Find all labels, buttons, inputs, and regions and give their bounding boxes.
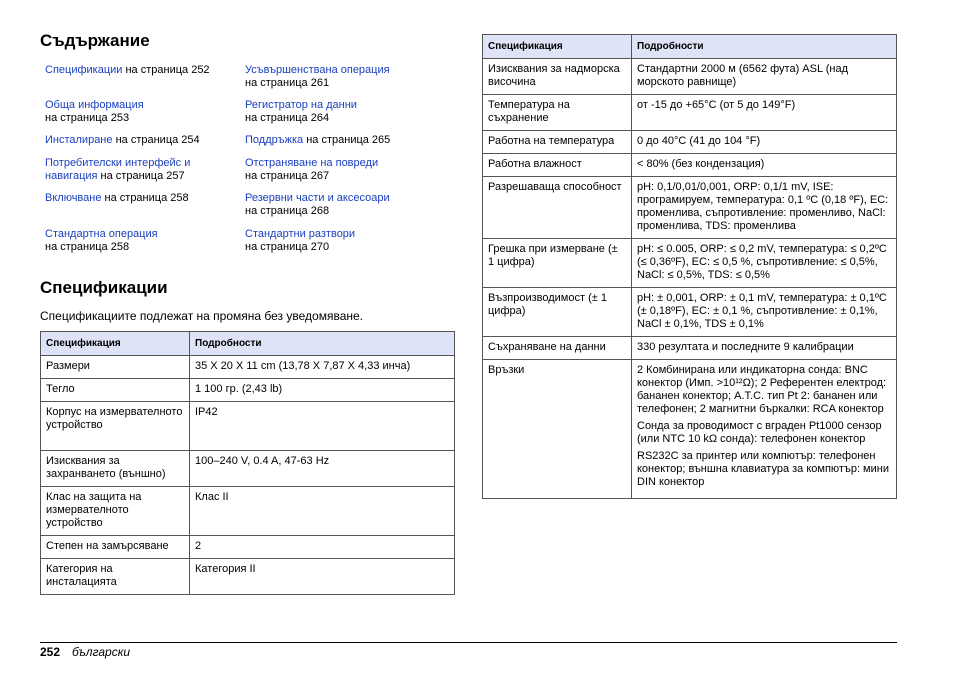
toc-entry (245, 134, 445, 147)
toc-link[interactable]: Регистратор на данни (245, 99, 357, 111)
specs-table-left (40, 331, 455, 595)
toc-link[interactable]: Инсталиране (45, 134, 113, 146)
table-row (41, 451, 455, 487)
details-paragraph: pH: 0,1/0,01/0,001, ORP: 0,1/1 mV, ISE: програмируем, температура: 0,1 ºC (0,18 ºF), EC: променлива, съпротивление: променливо, NaCl: променлива, TDS: променлива (637, 181, 889, 232)
table-row (483, 154, 897, 177)
toc-page-ref: на страница 268 (245, 205, 330, 217)
toc-entry (245, 64, 445, 90)
details-cell (632, 154, 897, 177)
details-paragraph: Сонда за проводимост с вграден Pt1000 сензор (или NTC 10 kΩ сонда): телефонен конектор (637, 420, 882, 445)
details-cell (190, 402, 455, 451)
details-cell (190, 379, 455, 402)
details-cell (190, 356, 455, 379)
toc-entry (45, 228, 245, 254)
details-cell (190, 536, 455, 559)
details-cell (190, 559, 455, 595)
toc-entry (245, 192, 445, 218)
spec-cell: Размери (41, 356, 190, 379)
spec-cell: Съхраняване на данни (483, 337, 632, 360)
table-row (483, 177, 897, 239)
spec-cell: Категория на инсталацията (41, 559, 190, 595)
spec-cell: Тегло (41, 379, 190, 402)
toc-link[interactable]: Усъвършенствана операция (245, 64, 390, 76)
toc-title: Съдържание (40, 31, 150, 50)
specs-intro: Спецификациите подлежат на промяна без уведомяване. (40, 309, 364, 323)
toc-link[interactable]: Отстраняване на повреди (245, 157, 379, 169)
spec-cell: Възпроизводимост (± 1 цифра) (483, 288, 632, 337)
page-footer (40, 642, 897, 659)
details-paragraph: 0 до 40°C (41 до 104 °F) (637, 135, 761, 147)
header-spec: Спецификация (483, 35, 632, 59)
toc-link[interactable]: Поддръжка (245, 134, 304, 146)
spec-cell: Работна влажност (483, 154, 632, 177)
toc-page-ref: на страница 261 (245, 77, 330, 89)
table-row (41, 402, 455, 451)
spec-cell: Работна на температура (483, 131, 632, 154)
specs-table-right (482, 34, 897, 499)
left-column (40, 30, 455, 595)
details-cell (190, 487, 455, 536)
toc-entry (45, 99, 245, 125)
toc-page-ref: на страница 254 (115, 134, 200, 146)
page-number: 252 (40, 645, 61, 659)
table-row (41, 356, 455, 379)
toc-entry (245, 157, 445, 183)
table-row (41, 536, 455, 559)
toc-entry (45, 134, 245, 147)
details-paragraph: IP42 (195, 406, 218, 418)
table-row (483, 59, 897, 95)
right-column (482, 34, 897, 499)
details-paragraph: RS232C за принтер или компютър: телефонен конектор; външна клавиатура за компютър: мини DIN конектор (637, 450, 889, 488)
toc-page-ref: на страница 270 (245, 241, 330, 253)
table-row (483, 239, 897, 288)
toc-link[interactable]: Резервни части и аксесоари (245, 192, 390, 204)
toc-page-ref: на страница 252 (125, 64, 210, 76)
toc-entry (245, 99, 445, 125)
details-paragraph: от -15 до +65°C (от 5 до 149°F) (637, 99, 796, 111)
details-paragraph: 2 (195, 540, 202, 552)
details-cell (632, 59, 897, 95)
details-cell (190, 451, 455, 487)
footer-language: български (72, 645, 131, 659)
table-row (483, 288, 897, 337)
spec-cell: Температура на съхранение (483, 95, 632, 131)
toc-entry (45, 192, 245, 205)
toc-link[interactable]: Стандартна операция (45, 228, 158, 240)
details-paragraph: Клас II (195, 491, 229, 503)
toc-page-ref: на страница 257 (100, 170, 185, 182)
details-paragraph: < 80% (без кондензация) (637, 158, 765, 170)
spec-cell: Изисквания за надморска височина (483, 59, 632, 95)
toc-page-ref: на страница 253 (45, 112, 130, 124)
toc-page-ref: на страница 265 (306, 134, 391, 146)
details-cell (632, 95, 897, 131)
spec-cell: Разрешаваща способност (483, 177, 632, 239)
details-cell (632, 131, 897, 154)
toc-page-ref: на страница 267 (245, 170, 330, 182)
details-paragraph: pH: ± 0,001, ORP: ± 0,1 mV, температура: ± 0,1ºC (± 0,18ºF), EC: ± 0,1 %, съпротивление: ± 0,1%, NaCl ± 0,1%, TDS ± 0,1% (637, 292, 887, 330)
spec-cell: Степен на замърсяване (41, 536, 190, 559)
table-row (483, 360, 897, 499)
table-row (41, 379, 455, 402)
details-paragraph: 100–240 V, 0.4 A, 47-63 Hz (195, 455, 330, 467)
details-paragraph: Стандартни 2000 м (6562 фута) ASL (над морското равнище) (637, 63, 849, 88)
toc-link[interactable]: Стандартни разтвори (245, 228, 356, 240)
table-row (483, 337, 897, 360)
table-row (41, 559, 455, 595)
table-header-row (483, 35, 897, 59)
details-paragraph: 35 X 20 X 11 cm (13,78 X 7,87 X 4,33 инча) (195, 360, 411, 372)
spec-cell: Грешка при измерване (± 1 цифра) (483, 239, 632, 288)
toc-link[interactable]: Спецификации (45, 64, 123, 76)
details-paragraph: pH: ≤ 0.005, ORP: ≤ 0,2 mV, температура: ≤ 0,2ºC (≤ 0,36ºF), EC: ≤ 0,5 %, съпротивление: ≤ 0,5%, NaCl: ≤ 0,5%, TDS: ≤ 0,5% (637, 243, 887, 281)
spec-cell: Връзки (483, 360, 632, 499)
toc-entry (45, 64, 245, 77)
details-cell (632, 288, 897, 337)
toc-page-ref: на страница 258 (45, 241, 130, 253)
details-cell (632, 360, 897, 499)
details-cell (632, 177, 897, 239)
table-header-row (41, 332, 455, 356)
toc-page-ref: на страница 264 (245, 112, 330, 124)
spec-cell: Корпус на измервателното устройство (41, 402, 190, 451)
details-cell (632, 337, 897, 360)
details-paragraph: 330 резултата и последните 9 калибрации (637, 341, 854, 353)
toc-page-ref: на страница 258 (104, 192, 189, 204)
toc-link[interactable]: Потребителски интерфейс и навигация (45, 157, 191, 182)
header-details: Подробности (632, 35, 897, 59)
toc-link[interactable]: Обща информация (45, 99, 144, 111)
table-of-contents (40, 64, 455, 272)
spec-cell: Клас на защита на измервателното устройство (41, 487, 190, 536)
header-spec: Спецификация (41, 332, 190, 356)
details-paragraph: 1 100 гр. (2,43 lb) (195, 383, 283, 395)
details-cell (632, 239, 897, 288)
toc-entry (245, 228, 445, 254)
spec-cell: Изисквания за захранването (външно) (41, 451, 190, 487)
specs-title: Спецификации (40, 278, 168, 297)
table-row (483, 131, 897, 154)
toc-link[interactable]: Включване (45, 192, 102, 204)
table-row (41, 487, 455, 536)
details-paragraph: Категория II (195, 563, 256, 575)
header-details: Подробности (190, 332, 455, 356)
details-paragraph: 2 Комбинирана или индикаторна сонда: BNC конектор (Имп. >10¹²Ω); 2 Референтен електрод: бананен конектор; A.T.C. тип Pt 2: бананен или телефонен; 2 магнитни бъркалки: RCA конектор (637, 364, 887, 415)
toc-entry (45, 157, 205, 183)
table-row (483, 95, 897, 131)
